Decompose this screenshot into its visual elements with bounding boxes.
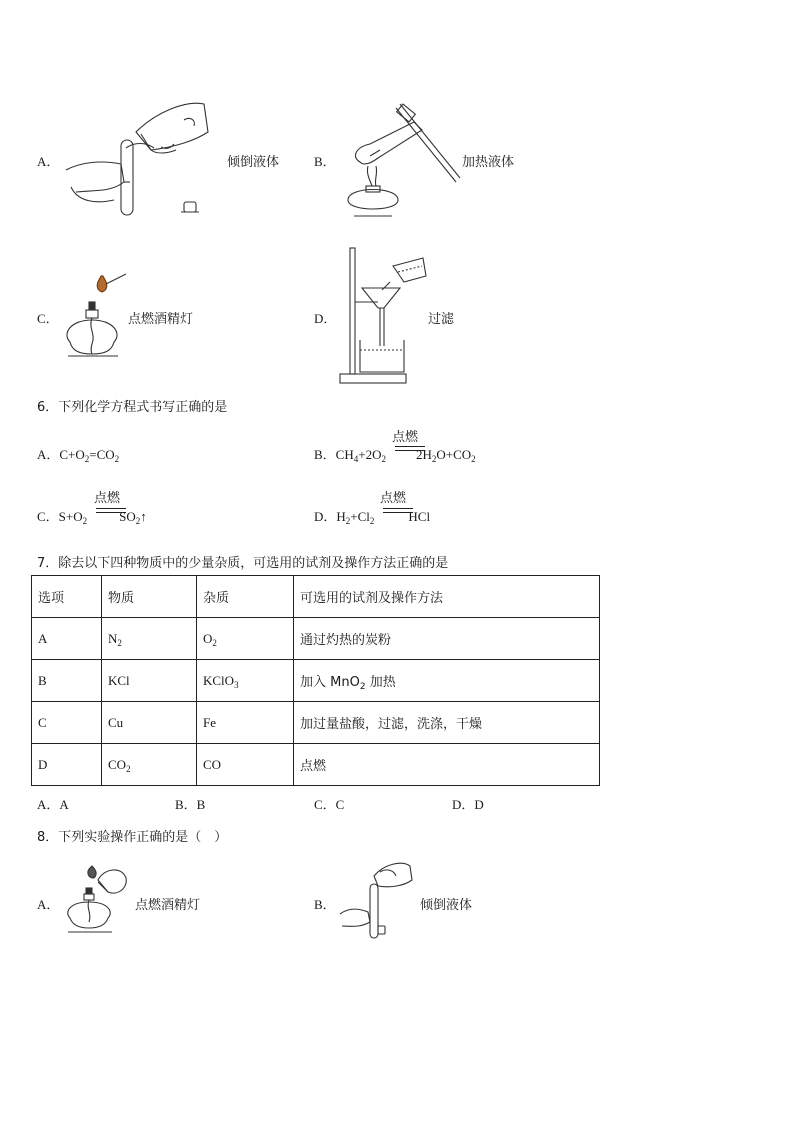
table-cell: KClO$_3$ [197, 660, 294, 702]
q5-option-c-label: C． [37, 311, 59, 326]
q5-option-b-label: B． [314, 154, 336, 169]
lighting-alcohol-lamp-illustration [62, 270, 130, 362]
header-cell: 杂质 [197, 576, 294, 618]
q6-option-d-condition: 点燃 [380, 491, 407, 506]
table-row [32, 744, 600, 786]
table-header-row [32, 576, 600, 618]
q5-option-d-label: D． [314, 311, 337, 326]
q5-option-b-caption: 加热液体 [462, 155, 515, 170]
q6-option-a-label: A． [37, 447, 60, 462]
table-cell: CO [197, 744, 294, 786]
q5-option-c-caption: 点燃酒精灯 [128, 312, 194, 327]
q6-option-b-condition: 点燃 [392, 430, 419, 445]
q6-option-c-condition: 点燃 [94, 491, 121, 506]
pouring-liquid-illustration [66, 92, 216, 217]
q6-option-b-label: B． [314, 447, 336, 462]
q8-option-a-caption: 点燃酒精灯 [135, 898, 201, 913]
table-cell: C [32, 702, 102, 744]
table-cell: D [32, 744, 102, 786]
q5-option-d-caption: 过滤 [428, 312, 455, 327]
q6-stem: 6．下列化学方程式书写正确的是 [37, 400, 228, 415]
q7-answer-c: C．C [314, 797, 345, 812]
q6-option-b: B．$CH_4+2O_2$ $2H_2O+CO_2$ [314, 447, 476, 464]
q6-option-d-equals [383, 508, 413, 513]
table-cell: Cu [102, 702, 197, 744]
table-cell: 加入 MnO$_2$ 加热 [294, 660, 600, 702]
q6-option-c-label: C． [37, 509, 59, 524]
table-cell: $O_2$ [197, 618, 294, 660]
q8-option-b-caption: 倾倒液体 [420, 898, 473, 913]
table-cell: 点燃 [294, 744, 600, 786]
q6-option-d: D．$H_2+Cl_2$ HCl [314, 509, 431, 526]
q7-answer-b: B．B [175, 797, 206, 812]
q8-option-a-label: A． [37, 897, 60, 912]
table-cell: B [32, 660, 102, 702]
table-cell: $CO_2$ [102, 744, 197, 786]
q6-option-c: C．$S+O_2$ $SO_2↑$ [37, 509, 147, 526]
header-cell: 物质 [102, 576, 197, 618]
table-cell: KCl [102, 660, 197, 702]
q7-answer-a: A．A [37, 797, 69, 812]
q5-option-a-label: A． [37, 154, 60, 169]
q6-option-c-equals [96, 508, 126, 513]
q8-option-b-label: B． [314, 897, 336, 912]
q7-answer-d: D．D [452, 797, 484, 812]
table-row [32, 618, 600, 660]
table-cell: 通过灼热的炭粉 [294, 618, 600, 660]
pouring-liquid-illustration [340, 856, 415, 942]
table-cell: A [32, 618, 102, 660]
table-cell: 加过量盐酸，过滤，洗涤，干燥 [294, 702, 600, 744]
table-cell: Fe [197, 702, 294, 744]
header-cell: 可选用的试剂及操作方法 [294, 576, 600, 618]
table-cell: $N_2$ [102, 618, 197, 660]
table-row [32, 660, 600, 702]
q6-option-d-label: D． [314, 509, 337, 524]
q6-option-a: A．$C+O_2=CO_2$ [37, 447, 120, 464]
lighting-alcohol-lamp-with-another-lamp-illustration [64, 862, 132, 936]
q7-table [31, 575, 600, 786]
filtration-illustration [338, 246, 433, 386]
q6-option-b-equals [395, 446, 425, 451]
q8-stem: 8．下列实验操作正确的是（ ） [37, 830, 228, 845]
q7-stem: 7．除去以下四种物质中的少量杂质，可选用的试剂及操作方法正确的是 [37, 556, 449, 571]
header-cell: 选项 [32, 576, 102, 618]
table-row [32, 702, 600, 744]
heating-liquid-illustration [340, 100, 465, 220]
q5-option-a-caption: 倾倒液体 [227, 155, 280, 170]
